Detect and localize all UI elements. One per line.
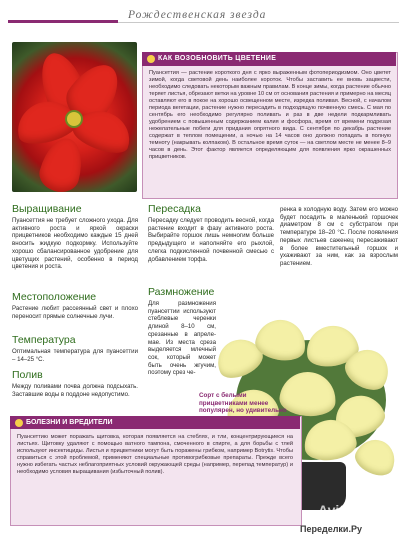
pests-title: БОЛЕЗНИ И ВРЕДИТЕЛИ bbox=[26, 419, 113, 426]
section-title: Температура bbox=[12, 334, 76, 346]
section-title: Размножение bbox=[148, 286, 215, 298]
page-title: Рождественская звезда bbox=[128, 9, 267, 21]
section-col3 bbox=[280, 206, 398, 268]
section-text: Пересадку следует проводить весной, когда растение входит в фазу активного роста. Выбирайте горшок лишь немногим больше предыдущего и наполняйте его рыхлой, слегка подкисленной почвенной смесью с добавлением торфа. bbox=[148, 217, 274, 263]
section-text: Между поливами почва должна подсыхать. Заставшие воды в поддоне недопустимо. bbox=[12, 383, 138, 398]
pests-box-header bbox=[10, 416, 300, 429]
section-text: Пуансеттия не требует сложного ухода. Для активного роста и яркой окраски прицветников необходимо каждые 15 дней вносить жидкую подкормку. Используйте хорошо сбалансированное удобрение для цветущих растений, особенно в период цветения и роста. bbox=[12, 217, 138, 271]
section-title: Местоположение bbox=[12, 291, 97, 303]
red-poinsettia-photo bbox=[12, 42, 137, 192]
rebloom-box-header bbox=[142, 52, 396, 66]
variety-caption: Сорт с белыми прицветниками менее популярен, но удивительно bbox=[199, 392, 287, 415]
section-text: ренка в холодную воду. Затем его можно будет посадить в маленький горшочек диаметром 8 см с субстратом при температуре 18–20 °С. После появления первых листьев саженец пересаживают в более вместительный горшок и ухаживают за ним, как за взрослым растением. bbox=[280, 206, 398, 267]
header-accent-bar bbox=[8, 20, 118, 23]
rebloom-text: Пуансеттия — растение короткого дня с ярко выраженным фотопериодизмом. Оно цветет зимой, когда световой день наиболее короток. Чтобы заставить ее вновь зацвести, необходимо следовать некоторым важным правилам. В конце зимы, когда растение обычно теряет листья, обрезают ветки на уровне 10 см от основания растения и примерно на месяц оставляют его в покое на хорошо освещенном месте, изредка поливая. Весной, с началом периода вегетации, растение нужно пересадить в подходящую почвенную смесь. С мая по сентябрь его необходимо регулярно поливать и раз в две недели подкармливать удобрением с повышенным содержанием калия и фосфора, время от времени подрезая нежелательные побеги для придания опрятного вида. С сентября по декабрь растение содержат в теплом помещении, а ночью на 14 часов оно должно попадать в полную темноту (накрывать колпаком). В остальное время суток — на светлом месте не менее 8–9 часов в день. Этот фактор является определяющим для появления ярко окрашенных прицветников. bbox=[149, 70, 391, 160]
site-watermark: Переделки.Ру bbox=[300, 524, 362, 534]
section-vyrashch bbox=[12, 203, 138, 271]
pests-box bbox=[10, 416, 302, 526]
section-temp bbox=[12, 334, 138, 363]
section-text: Оптимальная температура для пуансеттии – 14–25 °С. bbox=[12, 348, 138, 363]
pests-text: Пуансеттию может поражать щитовка, которая появляется на стеблях, и тли, концентрирующиеся на листьях. Щитовку удаляют с помощью ватного тампона, смоченного в спирте, а для борьбы с тлей используют инсектициды. Листья и прицветники могут быть поражены грибком, например Botrytis. Чтобы справиться с этой проблемой, применяют специальные противогрибковые препараты. Прежде всего нужно избегать частых неблагоприятных условий окружающей среды (например, перепад температур) и необходимо условия выращивания (избыточный полив). bbox=[17, 434, 293, 476]
section-mesto bbox=[12, 291, 138, 320]
section-text: Растение любит рассеянный свет и плохо переносит прямые солнечные лучи. bbox=[12, 305, 138, 320]
bullet-dot-icon bbox=[15, 419, 23, 427]
bullet-dot-icon bbox=[147, 55, 155, 63]
section-title: Пересадка bbox=[148, 203, 201, 215]
section-text: Для размножения пуансеттии используют стеблевые черенки длиной 8–10 см, срезанные в апреле-мае. Из места среза выделяется млечный сок, который может быть очень жгучим, поэтому срез че- bbox=[148, 300, 216, 377]
section-title: Выращивание bbox=[12, 203, 82, 215]
rebloom-box bbox=[142, 52, 398, 199]
flower-center bbox=[67, 112, 81, 126]
avito-watermark: Avito bbox=[318, 502, 353, 518]
section-poliv bbox=[12, 369, 138, 398]
section-title: Полив bbox=[12, 369, 43, 381]
rebloom-title: КАК ВОЗОБНОВИТЬ ЦВЕТЕНИЕ bbox=[158, 55, 277, 62]
section-peresadka bbox=[148, 203, 274, 263]
